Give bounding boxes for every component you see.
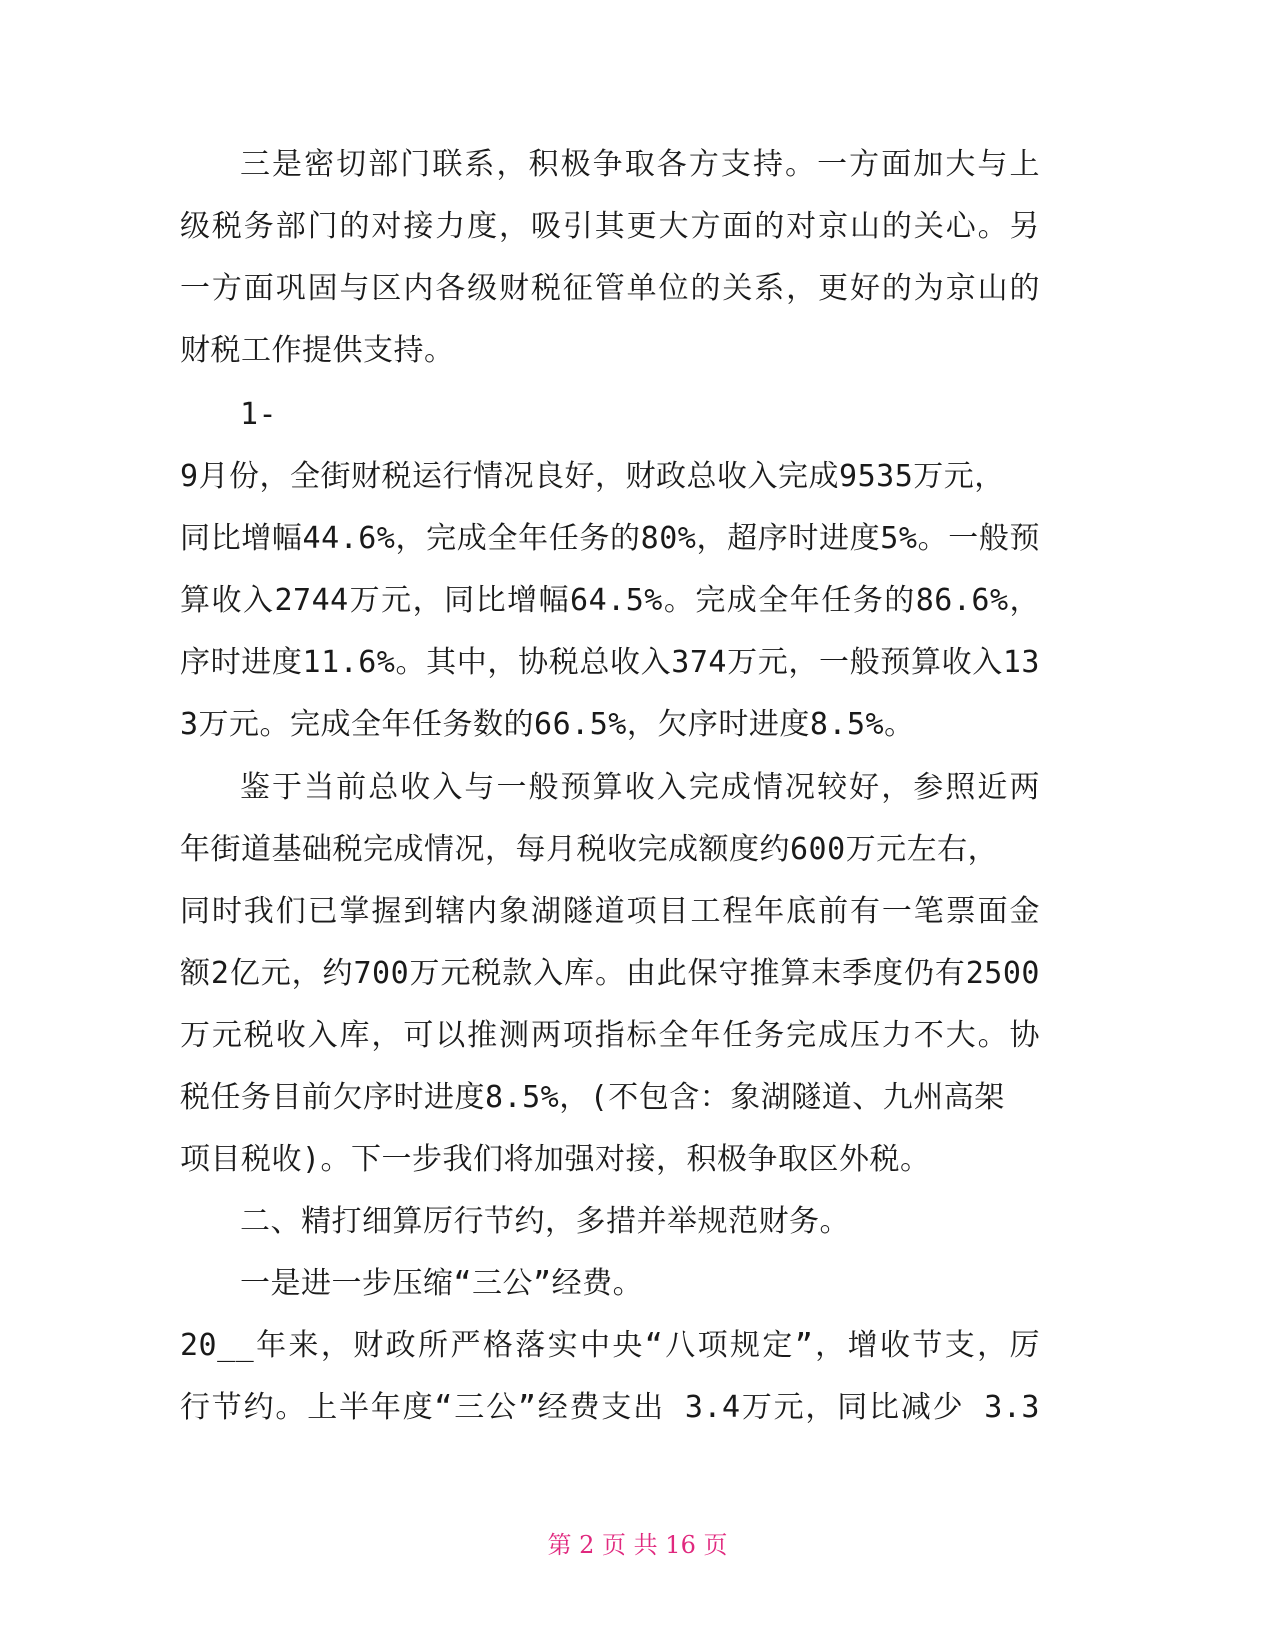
text-line: 税任务目前欠序时进度8.5%，(不包含：象湖隧道、九州高架 [180, 1080, 1005, 1115]
text-line: 万元税收入库，可以推测两项指标全年任务完成压力不大。协 [180, 1018, 1040, 1053]
text-line: 级税务部门的对接力度，吸引其更大方面的对京山的关心。另 [180, 209, 1040, 244]
text-line: 额2亿元，约700万元税款入库。由此保守推算末季度仍有2500 [180, 956, 1040, 991]
text-line: 算收入2744万元，同比增幅64.5%。完成全年任务的86.6%， [180, 583, 1040, 618]
text-line: 9月份，全街财税运行情况良好，财政总收入完成9535万元， [180, 459, 1005, 494]
text-line: 三是密切部门联系，积极争取各方支持。一方面加大与上 [240, 147, 1040, 182]
text-line: 财税工作提供支持。 [180, 333, 455, 368]
text-line: 3万元。完成全年任务数的66.5%，欠序时进度8.5%。 [180, 707, 915, 742]
text-line: 一是进一步压缩“三公”经费。 [240, 1266, 644, 1301]
text-line: 1- [240, 397, 278, 432]
text-line: 行节约。上半年度“三公”经费支出 3.4万元，同比减少 3.3 [180, 1390, 1040, 1425]
text-line: 20__年来，财政所严格落实中央“八项规定”，增收节支，厉 [180, 1328, 1040, 1363]
text-line: 年街道基础税完成情况，每月税收完成额度约600万元左右， [180, 832, 999, 867]
section-heading: 二、精打细算厉行节约，多措并举规范财务。 [240, 1204, 850, 1239]
text-line: 项目税收)。下一步我们将加强对接，积极争取区外税。 [180, 1142, 931, 1177]
text-line: 一方面巩固与区内各级财税征管单位的关系，更好的为京山的 [180, 271, 1040, 306]
page-number-footer: 第 2 页 共 16 页 [547, 1531, 728, 1559]
text-line: 同比增幅44.6%，完成全年任务的80%，超序时进度5%。一般预 [180, 521, 1040, 556]
text-line: 鉴于当前总收入与一般预算收入完成情况较好，参照近两 [240, 770, 1040, 805]
text-line: 序时进度11.6%。其中，协税总收入374万元，一般预算收入13 [180, 645, 1040, 680]
text-line: 同时我们已掌握到辖内象湖隧道项目工程年底前有一笔票面金 [180, 894, 1040, 929]
